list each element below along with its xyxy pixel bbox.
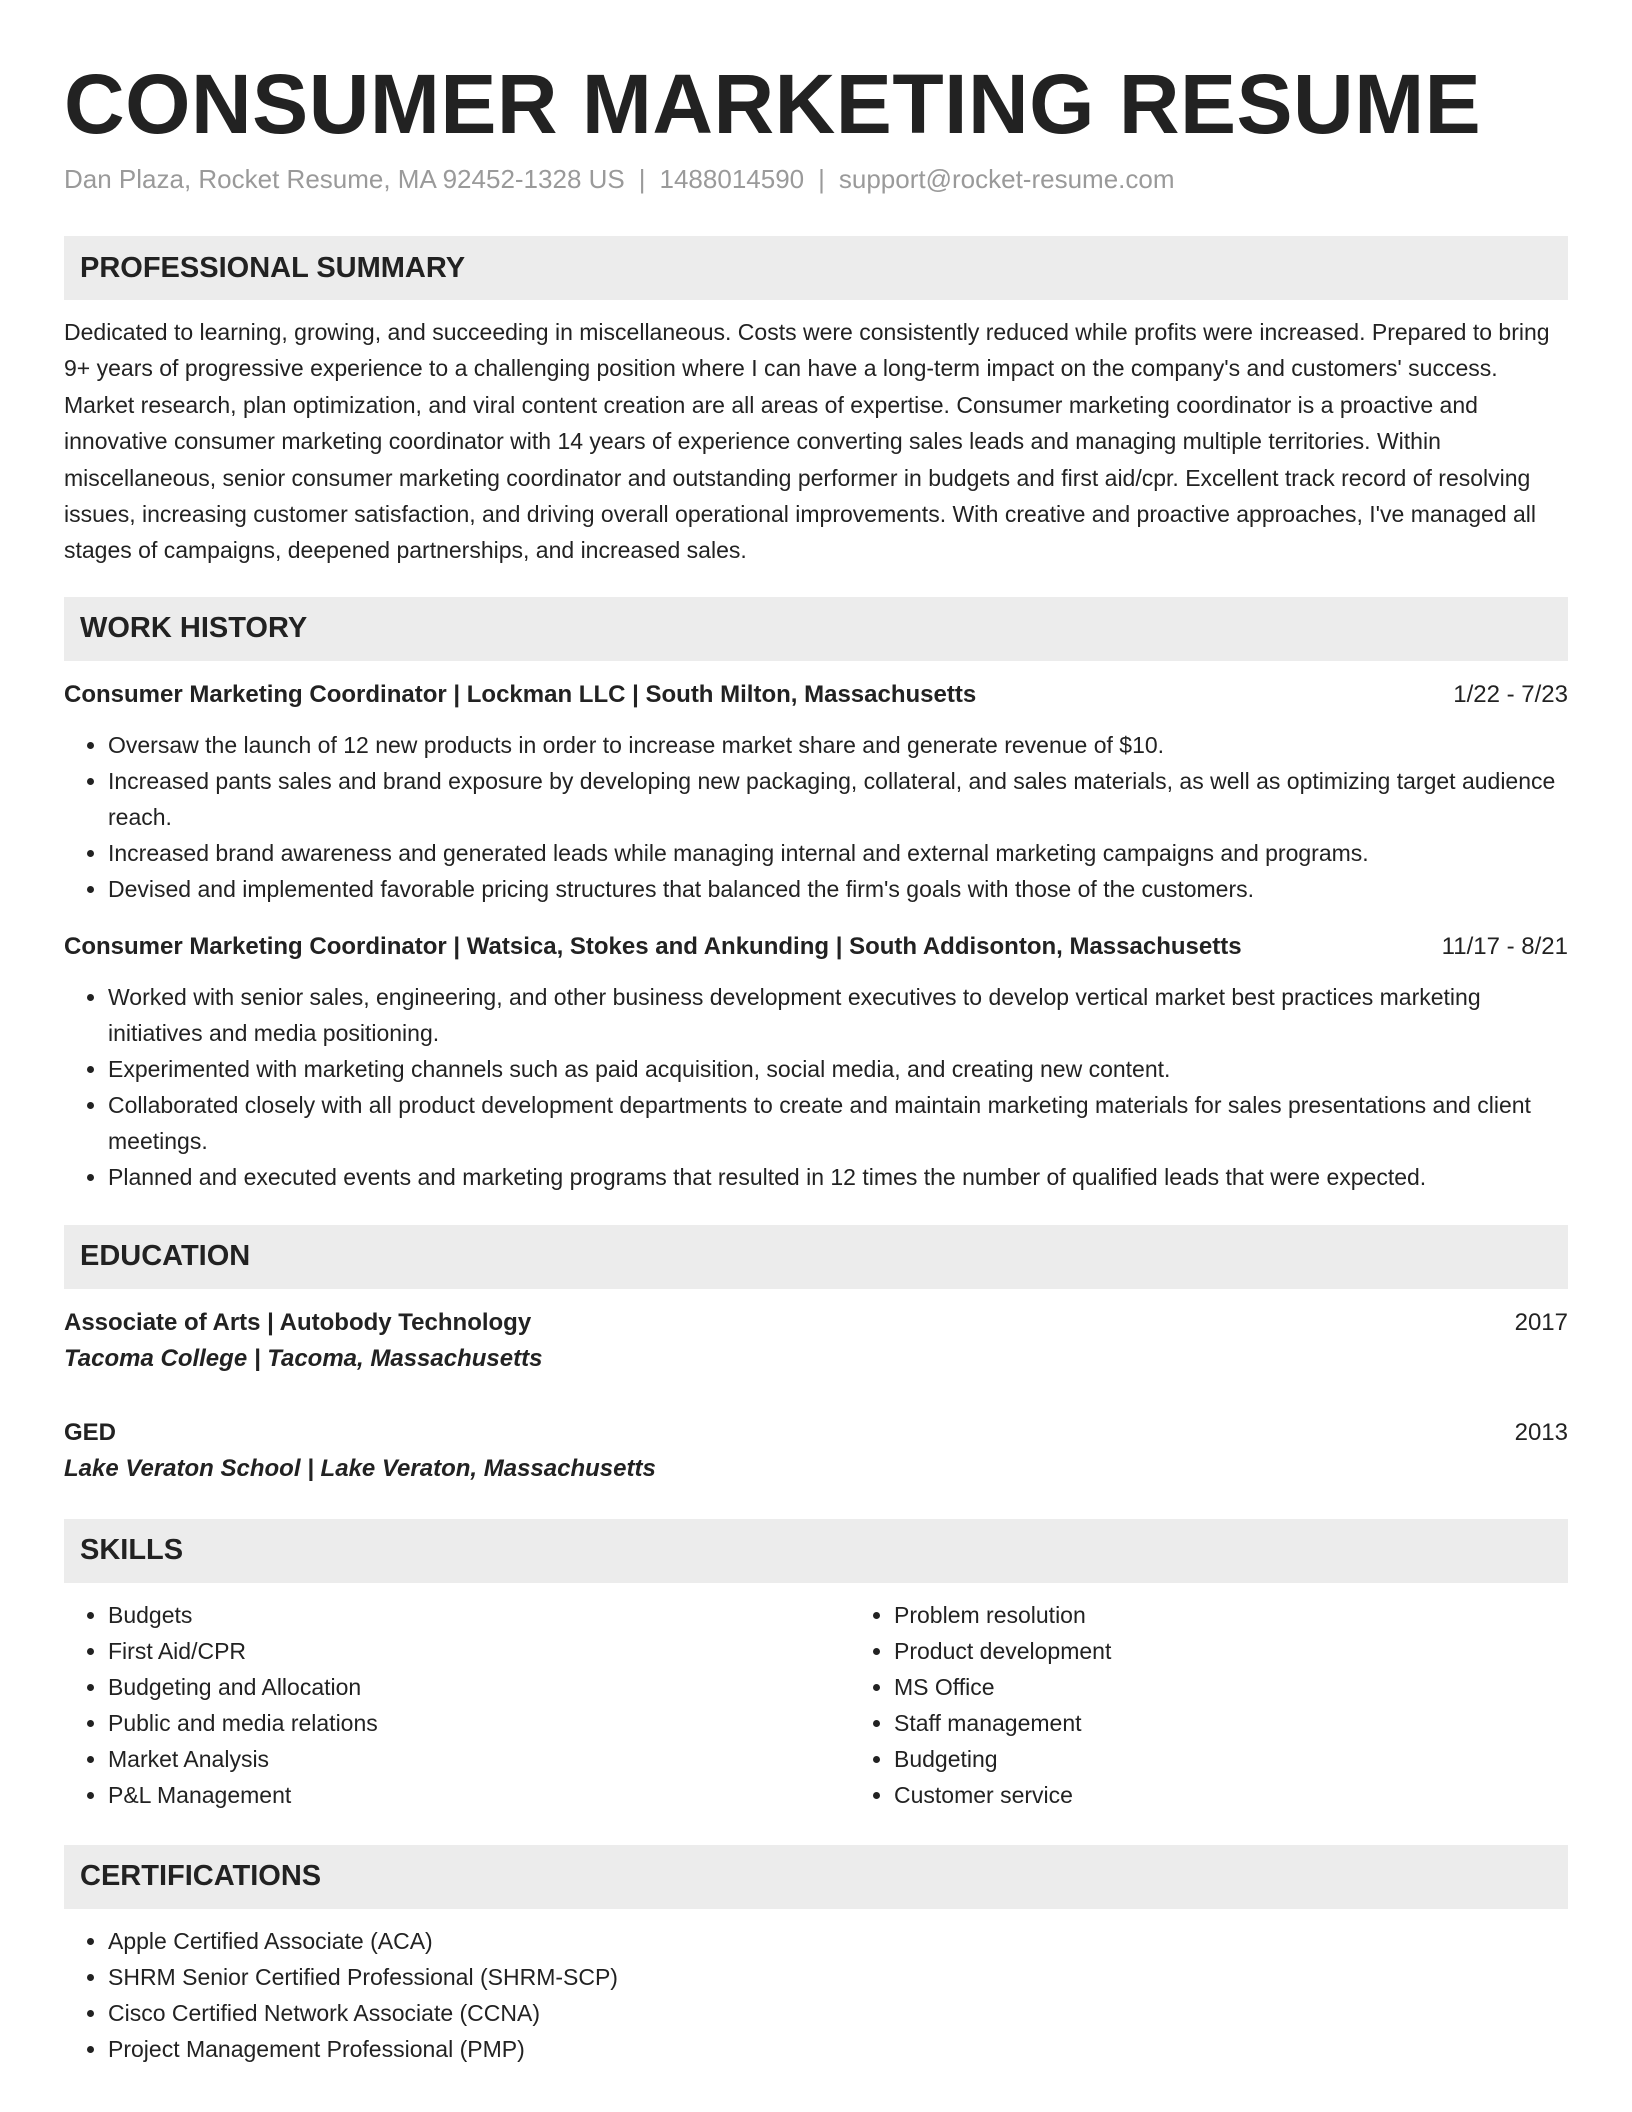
job-entry (64, 929, 1568, 1195)
education-year: 2017 (1514, 1308, 1568, 1336)
skill-item: • Problem resolution (894, 1597, 1632, 1633)
skill-item: • Staff management (894, 1705, 1632, 1741)
job-bullet: • Oversaw the launch of 12 new products in order to increase market share and generate revenue of $10. (108, 727, 1568, 763)
skills-list (64, 1597, 1568, 1813)
skills-column-right (850, 1597, 1632, 1813)
job-bullet: • Collaborated closely with all product development departments to create and maintain marketing materials for sales presentations and client meetings. (108, 1087, 1568, 1159)
certifications-list (64, 1923, 1568, 2067)
skill-item: • Market Analysis (108, 1741, 850, 1777)
skill-item: • P&L Management (108, 1777, 850, 1813)
job-dates: 1/22 - 7/23 (1453, 680, 1568, 708)
education-entry (64, 1415, 1568, 1487)
contact-separator: | (818, 164, 825, 194)
education-year: 2013 (1514, 1418, 1568, 1446)
skill-item: • Budgeting and Allocation (108, 1669, 850, 1705)
education-header (64, 1415, 1568, 1451)
contact-phone: 1488014590 (659, 164, 805, 194)
certification-item: • Apple Certified Associate (ACA) (108, 1923, 1568, 1959)
job-bullets (64, 727, 1568, 907)
skill-item: • First Aid/CPR (108, 1633, 850, 1669)
contact-separator: | (638, 164, 646, 194)
education-degree: Associate of Arts | Autobody Technology (64, 1308, 532, 1336)
job-bullet: • Experimented with marketing channels such as paid acquisition, social media, and creating new content. (108, 1051, 1568, 1087)
job-bullet: • Increased pants sales and brand exposure by developing new packaging, collateral, and sales materials, as well as optimizing target audience reach. (108, 763, 1568, 835)
job-bullet: • Devised and implemented favorable pricing structures that balanced the firm's goals with those of the customers. (108, 871, 1568, 907)
job-header (64, 929, 1568, 965)
education-header (64, 1305, 1568, 1341)
skill-item: • Public and media relations (108, 1705, 850, 1741)
certification-item: • Cisco Certified Network Associate (CCNA) (108, 1995, 1568, 2031)
job-title: Consumer Marketing Coordinator | Lockman LLC | South Milton, Massachusetts (64, 680, 977, 708)
certification-item: • Project Management Professional (PMP) (108, 2031, 1568, 2067)
job-dates: 11/17 - 8/21 (1441, 932, 1568, 960)
job-bullet: • Worked with senior sales, engineering, and other business development executives to develop vertical market best practices marketing initiatives and media positioning. (108, 979, 1568, 1051)
skill-item: • Budgeting (894, 1741, 1632, 1777)
job-title: Consumer Marketing Coordinator | Watsica, Stokes and Ankunding | South Addisonton, Massachusetts (64, 932, 1242, 960)
skill-item: • Customer service (894, 1777, 1632, 1813)
contact-address: Dan Plaza, Rocket Resume, MA 92452-1328 US (64, 164, 625, 194)
summary-heading: PROFESSIONAL SUMMARY (64, 236, 1568, 300)
education-heading: EDUCATION (64, 1225, 1568, 1289)
work-history-heading: WORK HISTORY (64, 597, 1568, 661)
education-degree: GED (64, 1418, 117, 1446)
certification-item: • SHRM Senior Certified Professional (SHRM-SCP) (108, 1959, 1568, 1995)
skills-heading: SKILLS (64, 1519, 1568, 1583)
skill-item: • Budgets (108, 1597, 850, 1633)
skill-item: • MS Office (894, 1669, 1632, 1705)
contact-line (64, 162, 1568, 196)
education-school: Lake Veraton School | Lake Veraton, Massachusetts (64, 1454, 656, 1482)
contact-email: support@rocket-resume.com (838, 164, 1175, 194)
certifications-heading: CERTIFICATIONS (64, 1845, 1568, 1909)
education-school: Tacoma College | Tacoma, Massachusetts (64, 1344, 543, 1372)
job-header (64, 677, 1568, 713)
skills-column-left (64, 1597, 850, 1813)
job-bullets (64, 979, 1568, 1195)
resume-title: CONSUMER MARKETING RESUME (64, 57, 1482, 151)
education-entry (64, 1305, 1568, 1377)
resume-page (64, 0, 1568, 2067)
summary-text: Dedicated to learning, growing, and succeeding in miscellaneous. Costs were consistently reduced while profits were increased. Prepared to bring 9+ years of progressive experience to a challenging position where I can have a long-term impact on the company's and customers' success. Market research, plan optimization, and viral content creation are all areas of expertise. Consumer marketing coordinator is a proactive and innovative consumer marketing coordinator with 14 years of experience converting sales leads and managing multiple territories. Within miscellaneous, senior consumer marketing coordinator and outstanding performer in budgets and first aid/cpr. Excellent track record of resolving issues, increasing customer satisfaction, and driving overall operational improvements. With creative and proactive approaches, I've managed all stages of campaigns, deepened partnerships, and increased sales. (64, 319, 1550, 564)
job-entry (64, 677, 1568, 907)
job-bullet: • Increased brand awareness and generated leads while managing internal and external marketing campaigns and programs. (108, 835, 1568, 871)
skill-item: • Product development (894, 1633, 1632, 1669)
job-bullet: • Planned and executed events and marketing programs that resulted in 12 times the number of qualified leads that were expected. (108, 1159, 1568, 1195)
